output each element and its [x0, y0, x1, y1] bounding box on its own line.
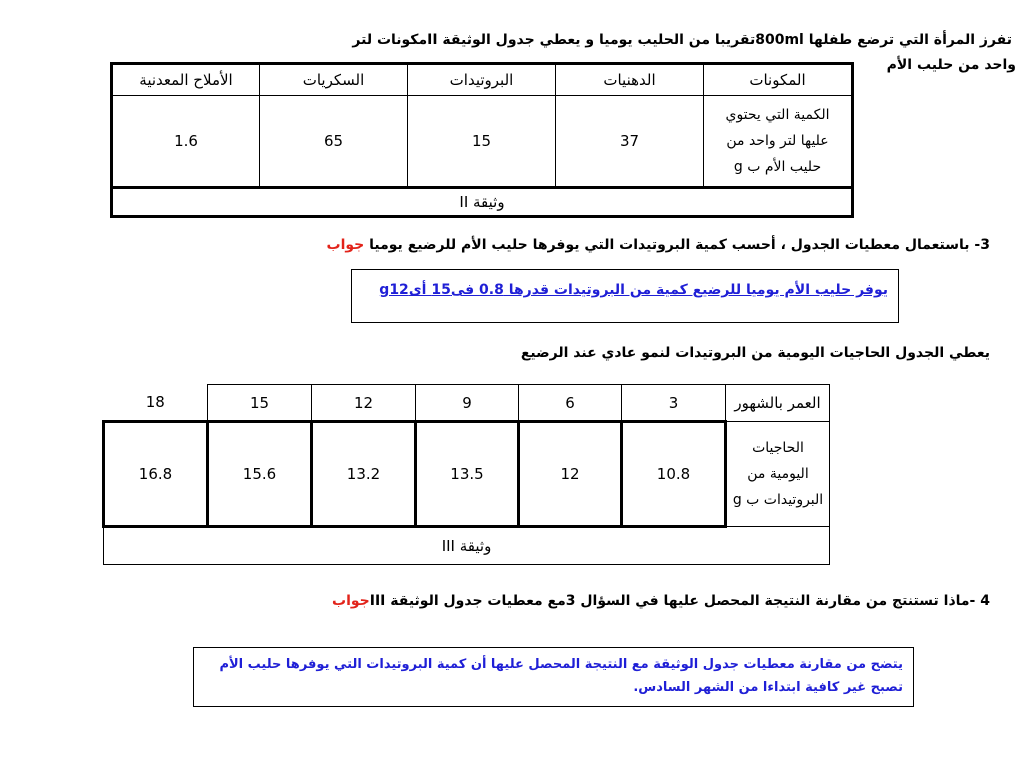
row-label-line: الكمية التي يحتوي — [725, 107, 830, 123]
row-label-line: عليها لتر واحد من — [726, 133, 829, 149]
header-cell: الأملاح المعدنية — [112, 64, 260, 96]
table-row — [112, 96, 853, 188]
row-label-line: البروتيدات ب g — [732, 492, 824, 508]
header-cell: العمر بالشهور — [726, 385, 830, 422]
question-3 — [327, 237, 990, 253]
row-label-cell — [726, 422, 830, 527]
question-3-text: 3- باستعمال معطيات الجدول ، أحسب كمية البروتيدات التي يوفرها حليب الأم للرضيع يوميا — [364, 237, 990, 253]
value-cell: 12 — [519, 422, 622, 527]
answer-label: جواب — [332, 593, 370, 609]
age-cell: 15 — [208, 385, 312, 422]
value-cell: 65 — [260, 96, 408, 188]
value-cell: 10.8 — [622, 422, 726, 527]
value-cell: 13.2 — [312, 422, 416, 527]
age-cell: 18 — [104, 385, 208, 422]
table-caption: وثيقة II — [112, 188, 853, 217]
age-cell: 3 — [622, 385, 726, 422]
value-cell: 1.6 — [112, 96, 260, 188]
table-row — [104, 422, 830, 527]
header-cell: المكونات — [704, 64, 853, 96]
intro-line-1: تفرز المرأة التي ترضع طفلها 800mlتقريبا من الحليب يوميا و يعطي جدول الوثيقة IIمكونات لتر — [352, 32, 1012, 48]
table-caption: وثيقة III — [104, 527, 830, 565]
answer-4-line-1: يتضح من مقارنة معطيات جدول الوثيقة مع النتيجة المحصل عليها أن كمية البروتيدات التي يوفرها حليب الأم — [219, 657, 903, 672]
document-iii-table — [102, 384, 830, 565]
value-cell: 15 — [408, 96, 556, 188]
table-header-row — [112, 64, 853, 96]
question-4 — [332, 593, 990, 609]
value-cell: 13.5 — [416, 422, 519, 527]
header-cell: الدهنيات — [556, 64, 704, 96]
answer-4-line-2: تصبح غير كافية ابتداءا من الشهر السادس. — [633, 680, 903, 695]
header-cell: البروتيدات — [408, 64, 556, 96]
value-cell: 15.6 — [208, 422, 312, 527]
table-header-row — [104, 385, 830, 422]
row-label-line: الحاجيات — [752, 440, 804, 456]
caption-row — [104, 527, 830, 565]
value-cell: 37 — [556, 96, 704, 188]
age-cell: 9 — [416, 385, 519, 422]
intro-line-2: واحد من حليب الأم — [886, 57, 1016, 73]
answer-3-box — [351, 269, 899, 323]
answer-4-box — [193, 647, 914, 707]
age-cell: 6 — [519, 385, 622, 422]
row-label-line: حليب الأم ب g — [733, 159, 822, 175]
document-ii-table — [110, 62, 854, 218]
question-4-text: 4 -ماذا تستنتج من مقارنة النتيجة المحصل عليها في السؤال 3مع معطيات جدول الوثيقة III — [369, 593, 990, 609]
table-3-intro: يعطي الجدول الحاجيات اليومية من البروتيدات لنمو عادي عند الرضيع — [520, 345, 990, 361]
header-cell: السكريات — [260, 64, 408, 96]
answer-label: جواب — [326, 237, 365, 253]
answer-3-text: يوفر حليب الأم يوميا للرضيع كمية من البروتيدات قدرها 0.8 فى15 أىg12 — [379, 282, 888, 298]
value-cell: 16.8 — [104, 422, 208, 527]
age-cell: 12 — [312, 385, 416, 422]
row-label-cell — [704, 96, 853, 188]
caption-row — [112, 188, 853, 217]
row-label-line: اليومية من — [747, 466, 809, 482]
